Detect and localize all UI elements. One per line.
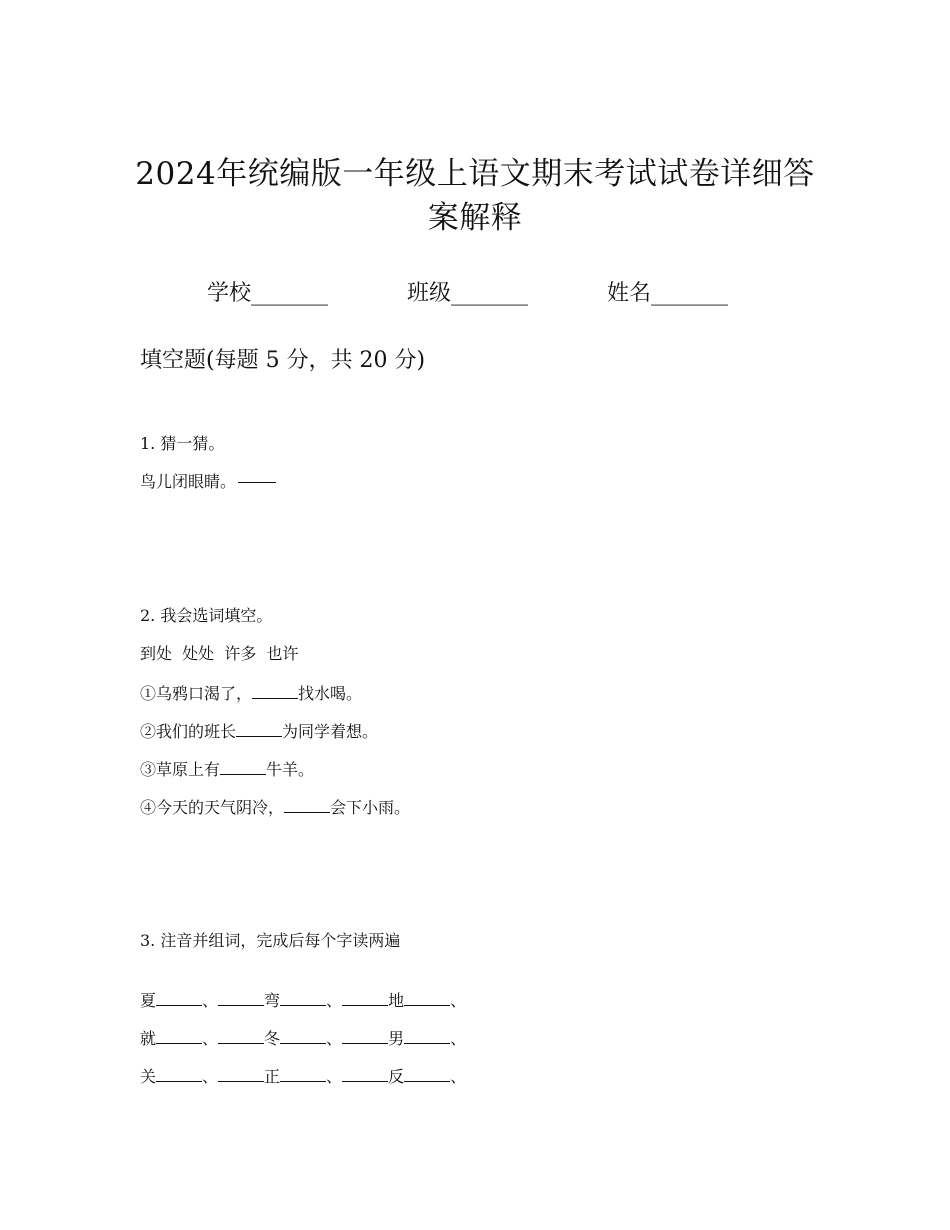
q2-item-3-pre: ③草原上有 xyxy=(140,760,221,779)
q2-item-4-post: 会下小雨。 xyxy=(330,798,411,817)
name-field[interactable]: 姓名_______ xyxy=(607,281,729,306)
q2-item-4-pre: ④今天的天气阴冷， xyxy=(140,798,285,817)
q3-blank[interactable] xyxy=(342,1079,388,1082)
q3-char: 弯 xyxy=(264,991,281,1010)
q3-char: 就 xyxy=(140,1029,157,1048)
q2-item-2-post: 为同学着想。 xyxy=(282,722,379,741)
title-line-1: 2024年统编版一年级上语文期末考试试卷详细答 xyxy=(135,156,815,192)
q2-item-2-pre: ②我们的班长 xyxy=(140,722,237,741)
q1-stem: 1. 猜一猜。 xyxy=(140,434,225,453)
q1-answer-dash xyxy=(238,482,276,483)
q2-item-1-pre: ①乌鸦口渴了， xyxy=(140,684,253,703)
q2-item-1-post: 找水喝。 xyxy=(298,684,363,703)
q3-char: 反 xyxy=(388,1067,405,1086)
q1-riddle-text: 鸟儿闭眼睛。 xyxy=(140,472,237,491)
q3-char: 关 xyxy=(140,1067,157,1086)
q3-char: 冬 xyxy=(264,1029,281,1048)
q3-sep: 、 xyxy=(450,1067,467,1086)
q2-item-4-blank[interactable] xyxy=(284,810,330,813)
q3-sep: 、 xyxy=(326,1067,343,1086)
q3-blank[interactable] xyxy=(404,1079,450,1082)
q2-item-3-post: 牛羊。 xyxy=(266,760,315,779)
q3-char: 夏 xyxy=(140,991,157,1010)
q2-item-2 xyxy=(140,721,378,743)
q2-options: 到处 处处 许多 也许 xyxy=(140,644,299,663)
school-field[interactable]: 学校_______ xyxy=(207,281,329,306)
q2-item-3 xyxy=(140,759,314,781)
q2-item-1 xyxy=(140,683,362,705)
q3-sep: 、 xyxy=(450,1029,467,1048)
q2-stem: 2. 我会选词填空。 xyxy=(140,606,273,625)
q2-item-2-blank[interactable] xyxy=(236,734,282,737)
q3-char: 地 xyxy=(388,991,405,1010)
q3-sep: 、 xyxy=(202,1029,219,1048)
class-field[interactable]: 班级_______ xyxy=(407,281,529,306)
q3-char: 男 xyxy=(388,1029,405,1048)
q3-blank[interactable] xyxy=(156,1079,202,1082)
q3-sep: 、 xyxy=(202,991,219,1010)
q3-sep: 、 xyxy=(326,1029,343,1048)
title-line-2: 案解释 xyxy=(427,200,523,236)
q3-sep: 、 xyxy=(326,991,343,1010)
q2-item-1-blank[interactable] xyxy=(252,696,298,699)
q1-riddle xyxy=(140,471,276,493)
q3-row-3 xyxy=(140,1044,466,1088)
q3-char: 正 xyxy=(264,1067,281,1086)
q3-sep: 、 xyxy=(202,1067,219,1086)
q3-blank[interactable] xyxy=(218,1079,264,1082)
q3-blank[interactable] xyxy=(280,1079,326,1082)
document-title xyxy=(100,152,850,240)
section-heading: 填空题(每题 5 分，共 20 分) xyxy=(140,348,426,373)
q3-stem: 3. 注音并组词，完成后每个字读两遍 xyxy=(140,931,401,950)
q3-sep: 、 xyxy=(450,991,467,1010)
q2-item-4 xyxy=(140,797,410,819)
q2-item-3-blank[interactable] xyxy=(220,772,266,775)
